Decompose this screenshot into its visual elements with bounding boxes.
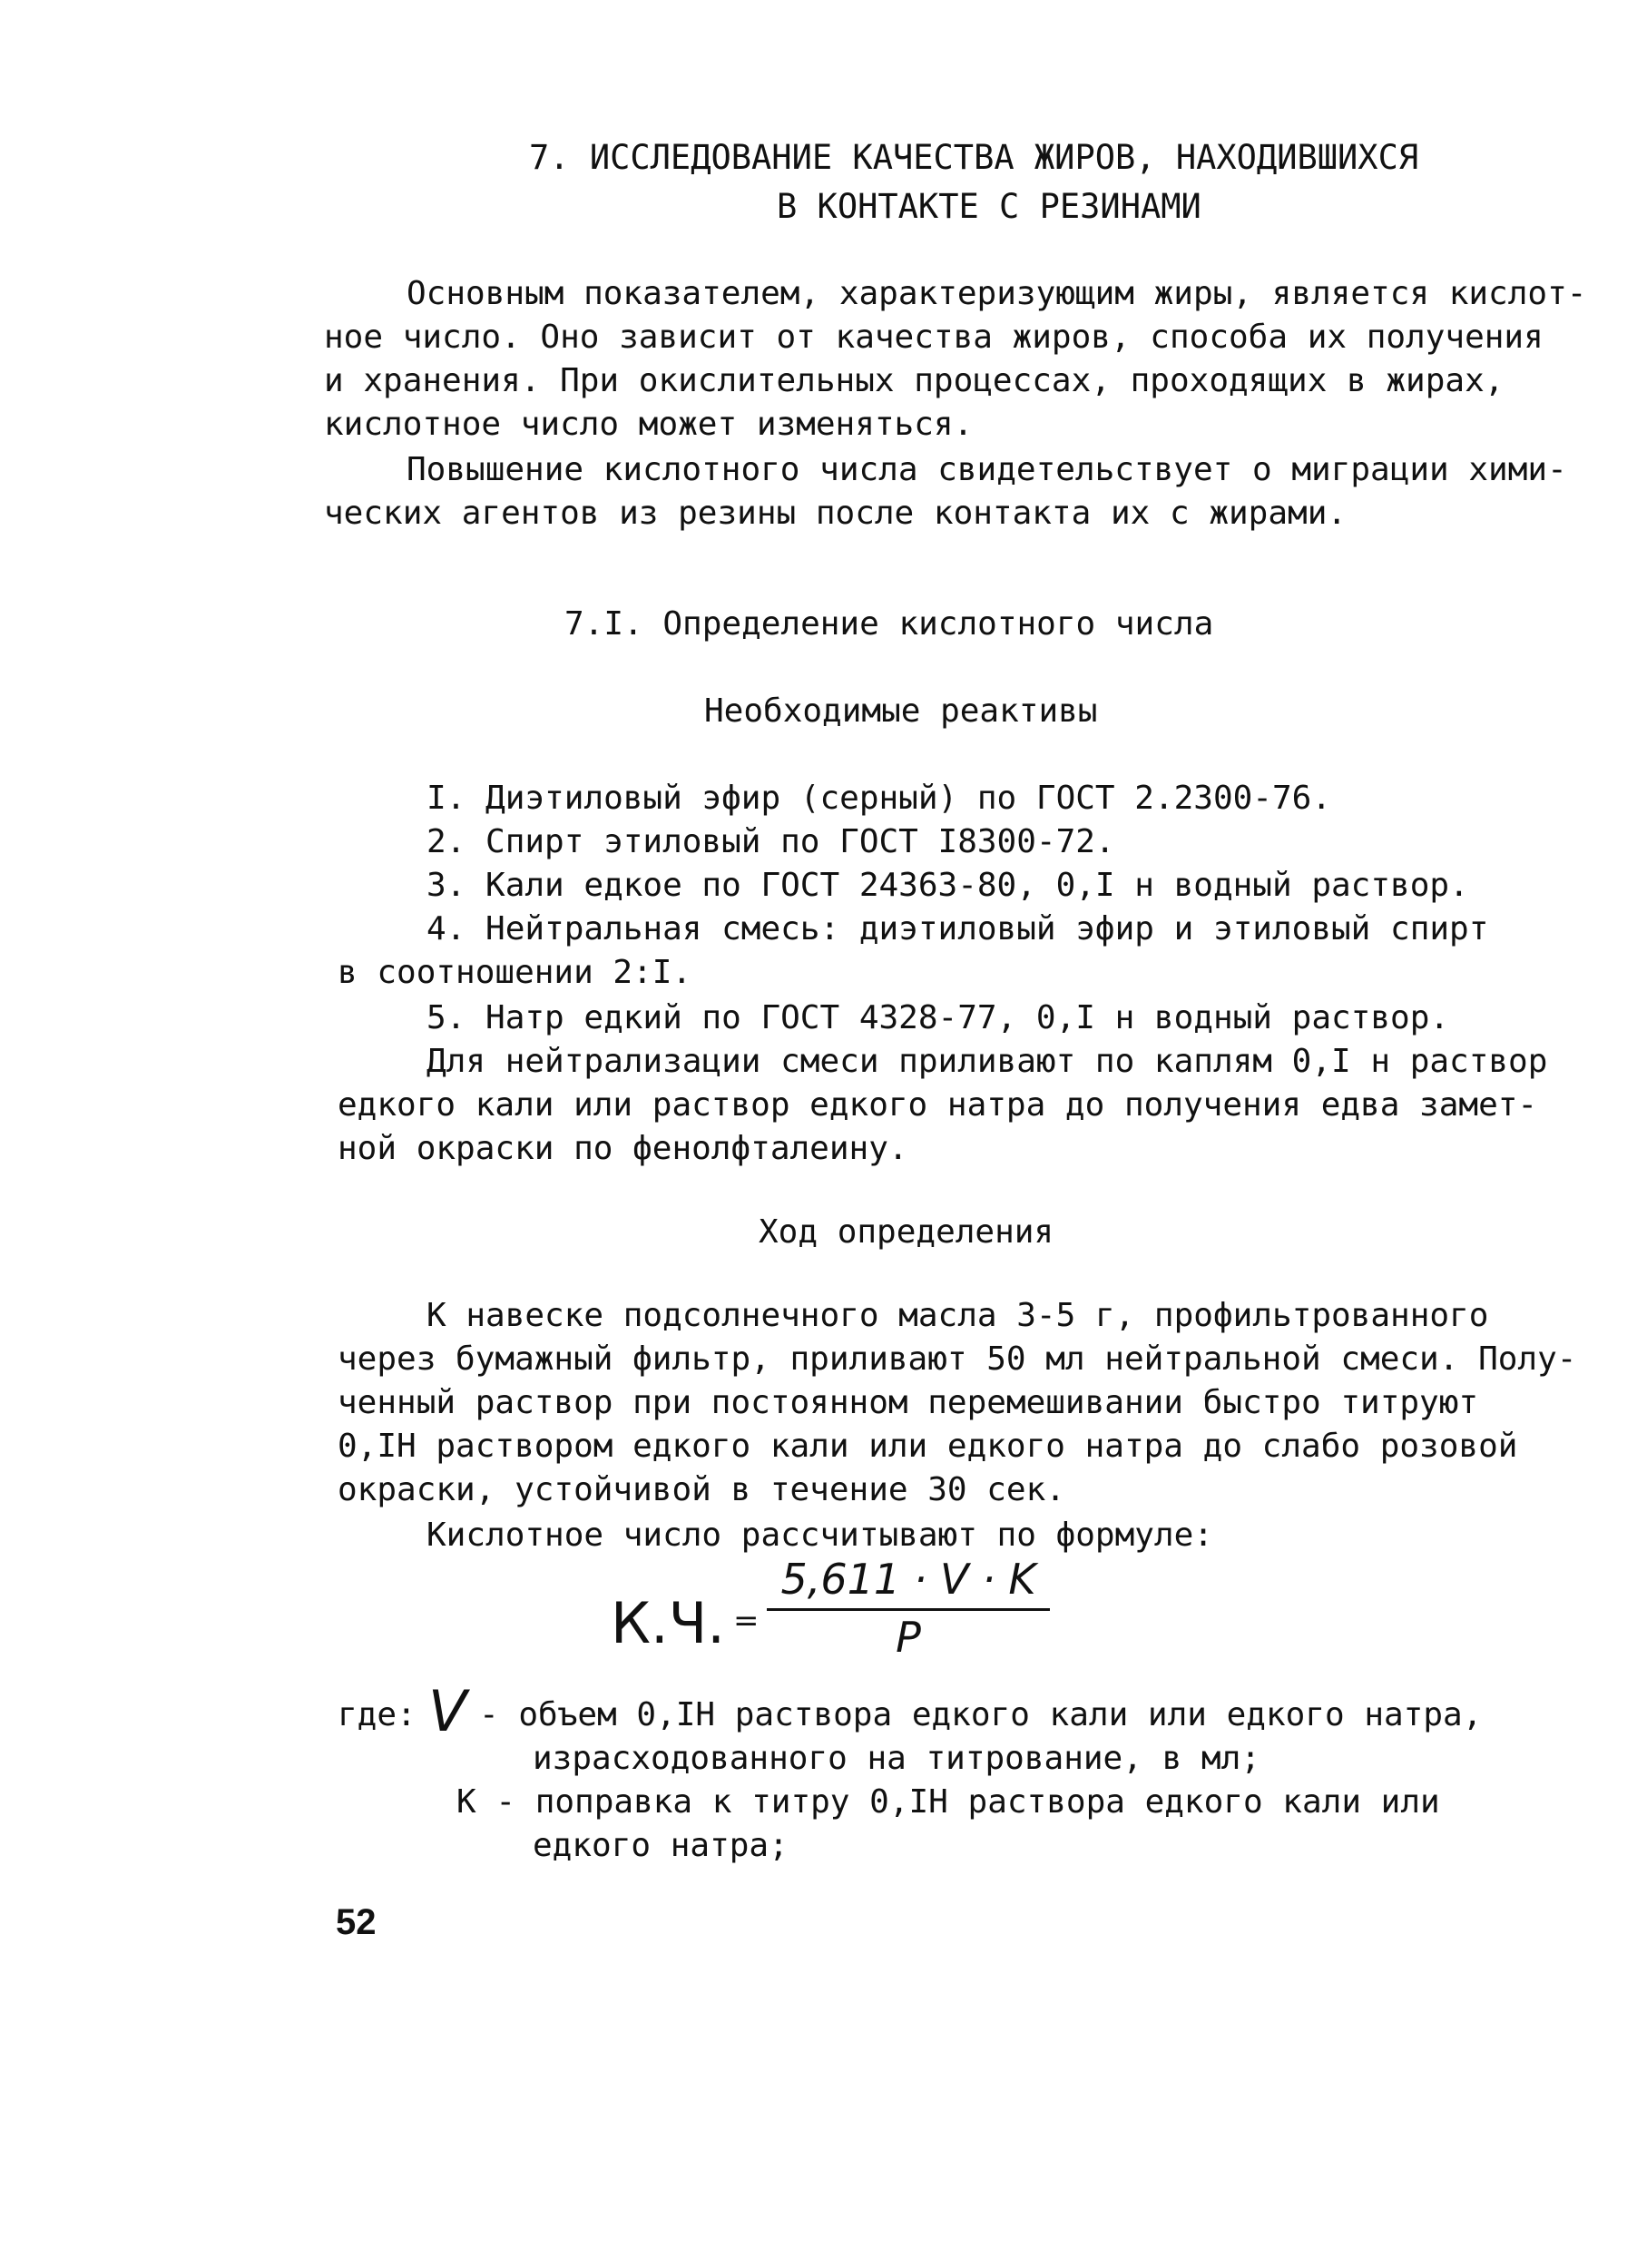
paragraph-line: К навеске подсолнечного масла 3-5 г, профильтрованного	[426, 1297, 1489, 1334]
reagent-item: I. Диэтиловый эфир (серный) по ГОСТ 2.2300-76.	[426, 780, 1331, 817]
legend-where: где:	[338, 1696, 417, 1733]
legend-k-line-1: К - поправка к титру 0,IН раствора едкого кали или	[456, 1783, 1440, 1821]
reagent-item: 4. Нейтральная смесь: диэтиловый эфир и этиловый спирт	[426, 910, 1489, 947]
reagents-heading: Необходимые реактивы	[704, 692, 1098, 730]
paragraph-line: через бумажный фильтр, приливают 50 мл нейтральной смеси. Полу-	[338, 1340, 1577, 1378]
section-title-line-2: В КОНТАКТЕ С РЕЗИНАМИ	[777, 187, 1201, 226]
formula-fraction-bar	[767, 1608, 1050, 1611]
paragraph-line: Повышение кислотного числа свидетельствует о миграции хими-	[407, 451, 1567, 488]
subsection-title: 7.I. Определение кислотного числа	[564, 605, 1214, 643]
legend-v-symbol: V	[428, 1678, 467, 1744]
paragraph-line: ческих агентов из резины после контакта их с жирами.	[324, 495, 1348, 532]
formula-denominator: P	[896, 1613, 921, 1662]
formula-numerator: 5,611 · V · K	[780, 1555, 1036, 1604]
paragraph-line: Для нейтрализации смеси приливают по каплям 0,I н раствор	[426, 1043, 1548, 1080]
paragraph-line: ной окраски по фенолфталеину.	[338, 1130, 908, 1167]
reagent-item: 2. Спирт этиловый по ГОСТ I8300-72.	[426, 823, 1115, 860]
paragraph-line: едкого кали или раствор едкого натра до получения едва замет-	[338, 1086, 1538, 1124]
reagent-item: 5. Натр едкий по ГОСТ 4328-77, 0,I н водный раствор.	[426, 999, 1450, 1036]
paragraph-line: ченный раствор при постоянном перемешивании быстро титруют	[338, 1384, 1479, 1421]
procedure-heading: Ход определения	[759, 1213, 1054, 1251]
formula-equals: =	[733, 1603, 760, 1639]
paragraph-line: кислотное число может изменяться.	[324, 406, 974, 443]
legend-v-line-1: - объем 0,IН раствора едкого кали или едкого натра,	[479, 1696, 1483, 1733]
reagent-item-continuation: в соотношении 2:I.	[338, 954, 692, 991]
section-title-line-1: 7. ИССЛЕДОВАНИЕ КАЧЕСТВА ЖИРОВ, НАХОДИВШИХСЯ	[529, 138, 1419, 177]
acid-number-formula	[611, 1556, 1064, 1683]
paragraph-line: ное число. Оно зависит от качества жиров, способа их получения	[324, 319, 1544, 356]
page-number: 52	[336, 1902, 377, 1942]
paragraph-line: 0,IН раствором едкого кали или едкого натра до слабо розовой	[338, 1428, 1518, 1465]
paragraph-line: и хранения. При окислительных процессах, проходящих в жирах,	[324, 362, 1505, 399]
formula-lhs: К.Ч.	[611, 1590, 725, 1656]
paragraph-line: окраски, устойчивой в течение 30 сек.	[338, 1471, 1065, 1508]
reagent-item: 3. Кали едкое по ГОСТ 24363-80, 0,I н водный раствор.	[426, 867, 1469, 904]
legend-v-line-2: израсходованного на титрование, в мл;	[533, 1740, 1260, 1777]
legend-k-line-2: едкого натра;	[533, 1827, 789, 1864]
formula-intro: Кислотное число рассчитывают по формуле:	[426, 1517, 1213, 1554]
paragraph-line: Основным показателем, характеризующим жиры, является кислот-	[407, 275, 1587, 312]
